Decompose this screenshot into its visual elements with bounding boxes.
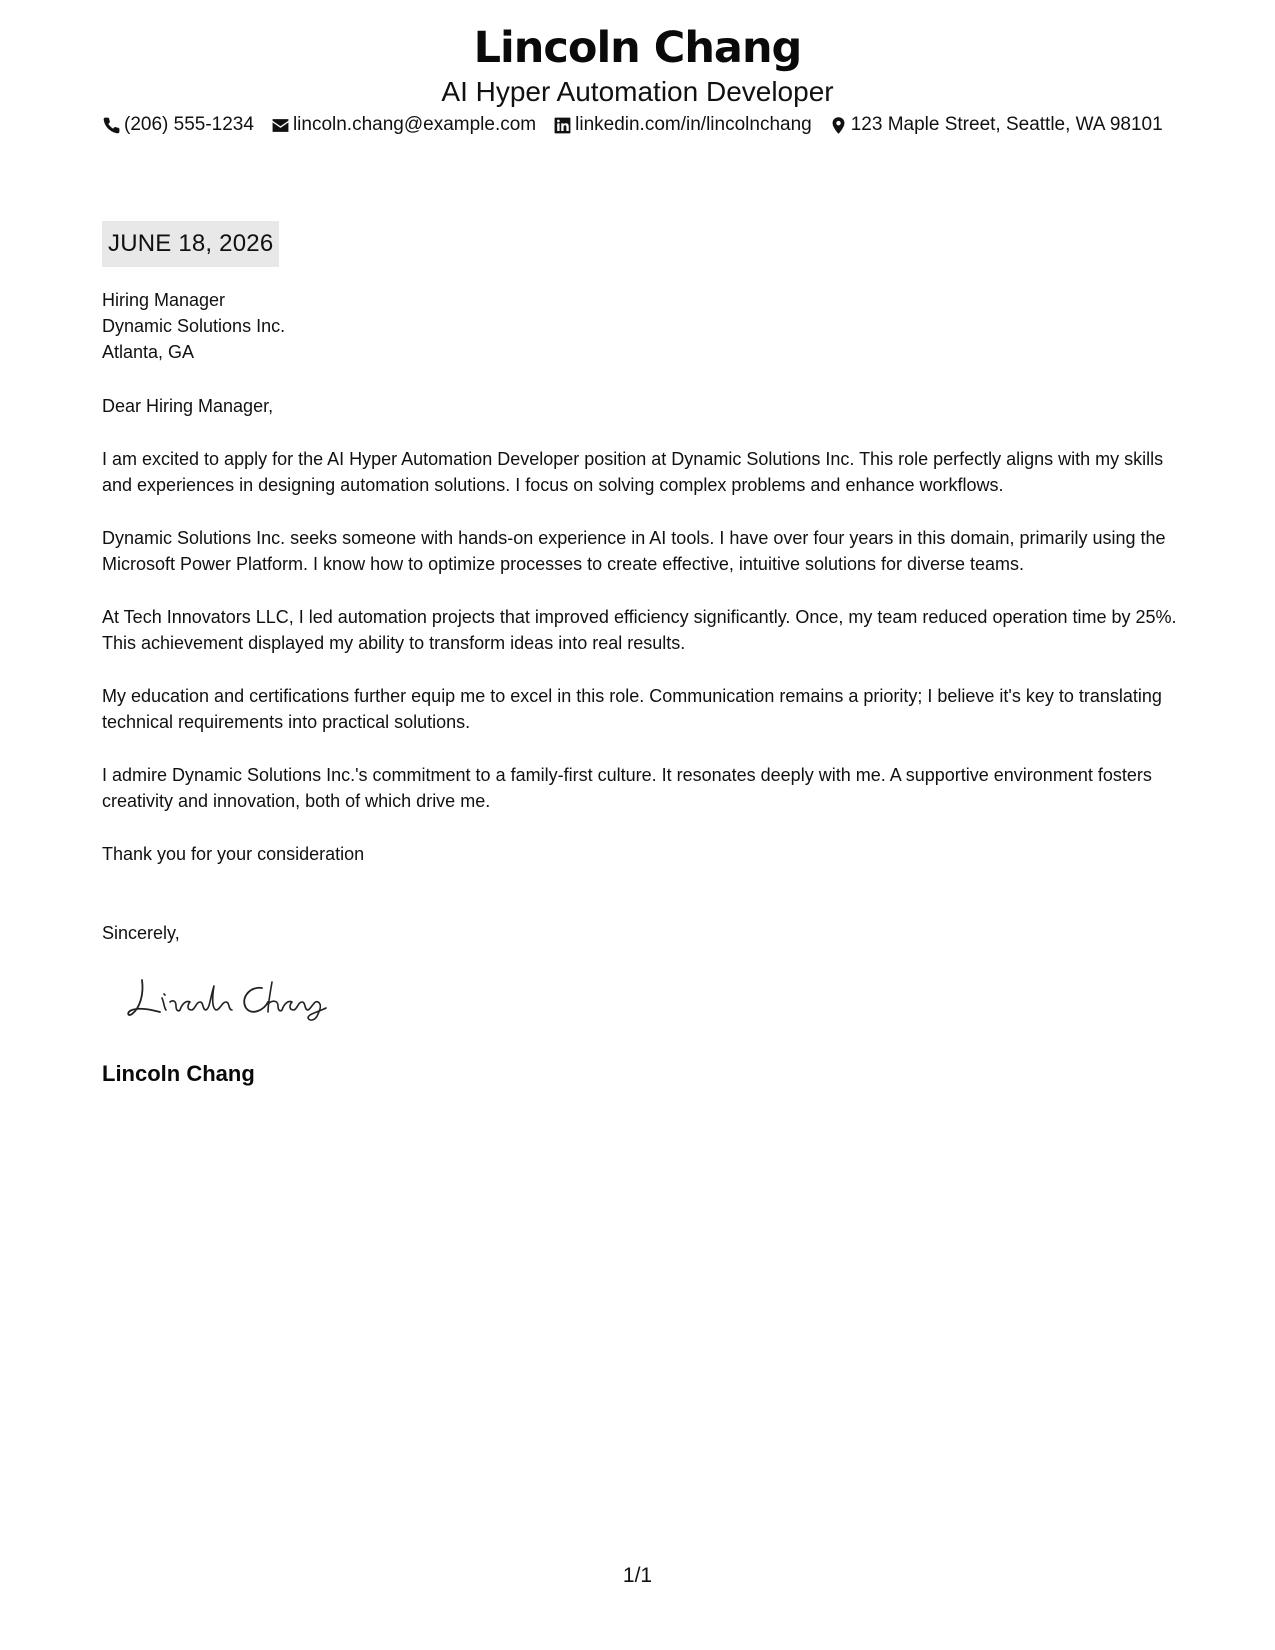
contact-linkedin[interactable] (553, 112, 812, 138)
signer-name: Lincoln Chang (102, 1061, 255, 1086)
applicant-name: Lincoln Chang (473, 23, 802, 73)
linkedin-link[interactable]: linkedin.com/in/lincolnchang (575, 114, 812, 135)
recipient-company: Dynamic Solutions Inc. (102, 316, 286, 336)
map-marker-icon (829, 116, 848, 135)
body-paragraph: Dynamic Solutions Inc. seeks someone with hands-on experience in AI tools. I have over four years in this domain, primarily using the Microsoft Power Platform. I know how to optimize processes to create effective, intuitive solutions for diverse teams. (102, 528, 1166, 574)
recipient-location: Atlanta, GA (102, 342, 195, 362)
salutation: Dear Hiring Manager, (102, 396, 274, 416)
letter-date: JUNE 18, 2026 (102, 221, 279, 267)
contact-bar (102, 112, 1202, 138)
linkedin-icon (553, 116, 572, 135)
letter-header (0, 22, 1275, 110)
contact-address (829, 112, 1163, 138)
body-paragraph: At Tech Innovators LLC, I led automation projects that improved efficiency significantly. Once, my team reduced operation time by 25%. This achievement displayed my ability to transform ideas into real results. (102, 607, 1177, 653)
contact-phone[interactable] (102, 112, 254, 138)
body-paragraph: I am excited to apply for the AI Hyper Automation Developer position at Dynamic Solutions Inc. This role perfectly aligns with my skills and experiences in designing automation solutions. I focus on solving complex problems and enhance workflows. (102, 449, 1164, 495)
contact-email[interactable] (271, 112, 536, 138)
recipient-role: Hiring Manager (102, 290, 226, 310)
closing: Sincerely, (102, 923, 180, 943)
phone-icon (102, 116, 121, 135)
body-paragraph: I admire Dynamic Solutions Inc.'s commitment to a family-first culture. It resonates deeply with me. A supportive environment fosters creativity and innovation, both of which drive me. (102, 765, 1152, 811)
handwritten-signature (122, 972, 342, 1024)
signature-image (122, 972, 342, 1024)
recipient-block (102, 287, 285, 365)
body-paragraph: My education and certifications further equip me to excel in this role. Communication remains a priority; I believe it's key to translating technical requirements into practical solutions. (102, 686, 1162, 732)
page-number: 1/1 (622, 1564, 653, 1587)
job-title: AI Hyper Automation Developer (441, 76, 834, 107)
thank-you-line: Thank you for your consideration (102, 844, 365, 864)
email-link[interactable]: lincoln.chang@example.com (292, 114, 537, 135)
street-address: 123 Maple Street, Seattle, WA 98101 (850, 114, 1163, 135)
envelope-icon (271, 116, 290, 135)
phone-number[interactable]: (206) 555-1234 (124, 114, 254, 135)
